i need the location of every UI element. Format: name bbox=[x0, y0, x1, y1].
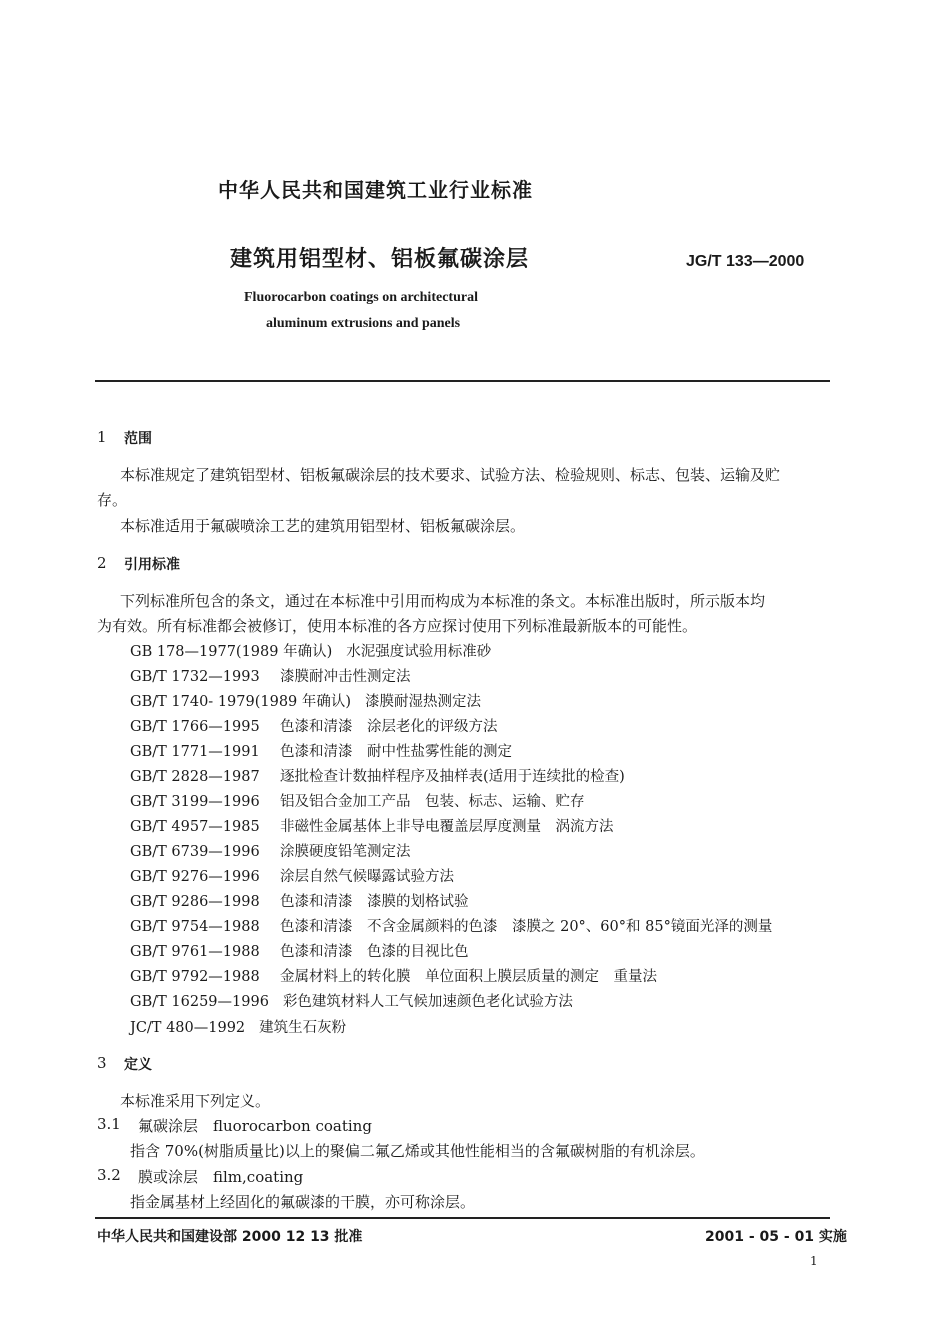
header-divider bbox=[95, 380, 830, 382]
section-1-para1-line2: 存。 bbox=[97, 491, 128, 509]
reference-code: GB/T 1766—1995 bbox=[130, 719, 260, 735]
reference-title: 彩色建筑材料人工气候加速颜色老化试验方法 bbox=[282, 994, 573, 1010]
section-3-heading: 定义 bbox=[124, 1057, 152, 1073]
reference-title: 金属材料上的转化膜 单位面积上膜层质量的测定 重量法 bbox=[280, 969, 657, 985]
reference-code: GB/T 9754—1988 bbox=[130, 919, 260, 935]
section-3-intro: 本标准采用下列定义。 bbox=[120, 1092, 271, 1110]
section-1-para1-line1: 本标准规定了建筑铝型材、铝板氟碳涂层的技术要求、试验方法、检验规则、标志、包装、运输及贮 bbox=[120, 466, 781, 484]
definition-term: 氟碳涂层 fluorocarbon coating bbox=[138, 1117, 372, 1135]
reference-item bbox=[130, 840, 411, 861]
reference-title: 色漆和清漆 涂层老化的评级方法 bbox=[280, 719, 498, 735]
definition-text: 指含 70%(树脂质量比)以上的聚偏二氟乙烯或其他性能相当的含氟碳树脂的有机涂层。 bbox=[130, 1142, 705, 1160]
reference-code: GB/T 6739—1996 bbox=[130, 844, 260, 860]
reference-code: GB/T 1771—1991 bbox=[130, 744, 260, 760]
reference-item bbox=[130, 765, 625, 786]
section-2-para-line2: 为有效。所有标准都会被修订，使用本标准的各方应探讨使用下列标准最新版本的可能性。 bbox=[97, 617, 698, 635]
reference-title: 涂膜硬度铅笔测定法 bbox=[280, 844, 411, 860]
reference-title: 非磁性金属基体上非导电覆盖层厚度测量 涡流方法 bbox=[280, 819, 614, 835]
reference-code: JC/T 480—1992 bbox=[130, 1020, 246, 1036]
reference-code: GB/T 9276—1996 bbox=[130, 869, 260, 885]
definition-term: 膜或涂层 film,coating bbox=[138, 1168, 304, 1186]
reference-code: GB/T 9761—1988 bbox=[130, 944, 260, 960]
reference-item bbox=[130, 715, 498, 736]
reference-item bbox=[130, 815, 614, 836]
reference-code: GB 178—1977(1989 年确认) bbox=[130, 644, 333, 660]
implementation-date: 2001 - 05 - 01 实施 bbox=[705, 1229, 847, 1245]
reference-code: GB/T 3199—1996 bbox=[130, 794, 260, 810]
reference-title: 逐批检查计数抽样程序及抽样表(适用于连续批的检查) bbox=[280, 769, 625, 785]
reference-title: 建筑生石灰粉 bbox=[259, 1020, 347, 1036]
reference-title: 漆膜耐湿热测定法 bbox=[365, 694, 482, 710]
national-standard-title: 中华人民共和国建筑工业行业标准 bbox=[218, 178, 533, 202]
section-2-number: 2 bbox=[97, 554, 107, 572]
reference-item bbox=[130, 790, 585, 811]
reference-title: 色漆和清漆 色漆的目视比色 bbox=[280, 944, 469, 960]
reference-item bbox=[130, 1016, 346, 1037]
page-number: 1 bbox=[810, 1254, 818, 1268]
section-1-para2: 本标准适用于氟碳喷涂工艺的建筑用铝型材、铝板氟碳涂层。 bbox=[120, 517, 526, 535]
reference-code: GB/T 1732—1993 bbox=[130, 669, 260, 685]
reference-title: 色漆和清漆 不含金属颜料的色漆 漆膜之 20°、60°和 85°镜面光泽的测量 bbox=[280, 919, 773, 935]
section-1-number: 1 bbox=[97, 428, 107, 446]
reference-item bbox=[130, 640, 491, 661]
reference-code: GB/T 2828—1987 bbox=[130, 769, 260, 785]
definition-text: 指金属基材上经固化的氟碳漆的干膜，亦可称涂层。 bbox=[130, 1193, 476, 1211]
reference-item bbox=[130, 740, 512, 761]
reference-title: 涂层自然气候曝露试验方法 bbox=[280, 869, 454, 885]
reference-item bbox=[130, 915, 772, 936]
reference-code: GB/T 16259—1996 bbox=[130, 994, 269, 1010]
footer-divider bbox=[95, 1217, 830, 1219]
reference-title: 铝及铝合金加工产品 包装、标志、运输、贮存 bbox=[280, 794, 585, 810]
section-1-heading: 范围 bbox=[124, 431, 152, 447]
section-3-number: 3 bbox=[97, 1054, 107, 1072]
section-2-para-line1: 下列标准所包含的条文，通过在本标准中引用而构成为本标准的条文。本标准出版时，所示版本均 bbox=[120, 592, 766, 610]
reference-title: 色漆和清漆 漆膜的划格试验 bbox=[280, 894, 469, 910]
definition-number: 3.2 bbox=[97, 1166, 121, 1184]
reference-title: 色漆和清漆 耐中性盐雾性能的测定 bbox=[280, 744, 512, 760]
reference-code: GB/T 1740- 1979(1989 年确认) bbox=[130, 694, 352, 710]
reference-title: 漆膜耐冲击性测定法 bbox=[280, 669, 411, 685]
section-2-heading: 引用标准 bbox=[124, 557, 180, 573]
standard-code: JG/T 133—2000 bbox=[686, 253, 805, 270]
document-title-cn: 建筑用铝型材、铝板氟碳涂层 bbox=[230, 247, 530, 272]
approval-date: 中华人民共和国建设部 2000 12 13 批准 bbox=[97, 1229, 363, 1245]
reference-item bbox=[130, 990, 573, 1011]
reference-item bbox=[130, 865, 454, 886]
reference-item bbox=[130, 890, 469, 911]
reference-item bbox=[130, 665, 411, 686]
document-title-en-line1: Fluorocarbon coatings on architectural bbox=[244, 290, 478, 305]
reference-item bbox=[130, 940, 469, 961]
reference-code: GB/T 9286—1998 bbox=[130, 894, 260, 910]
reference-code: GB/T 4957—1985 bbox=[130, 819, 260, 835]
reference-item bbox=[130, 690, 481, 711]
reference-item bbox=[130, 965, 657, 986]
reference-title: 水泥强度试验用标准砂 bbox=[346, 644, 492, 660]
definition-number: 3.1 bbox=[97, 1115, 121, 1133]
document-title-en-line2: aluminum extrusions and panels bbox=[266, 316, 461, 331]
reference-code: GB/T 9792—1988 bbox=[130, 969, 260, 985]
